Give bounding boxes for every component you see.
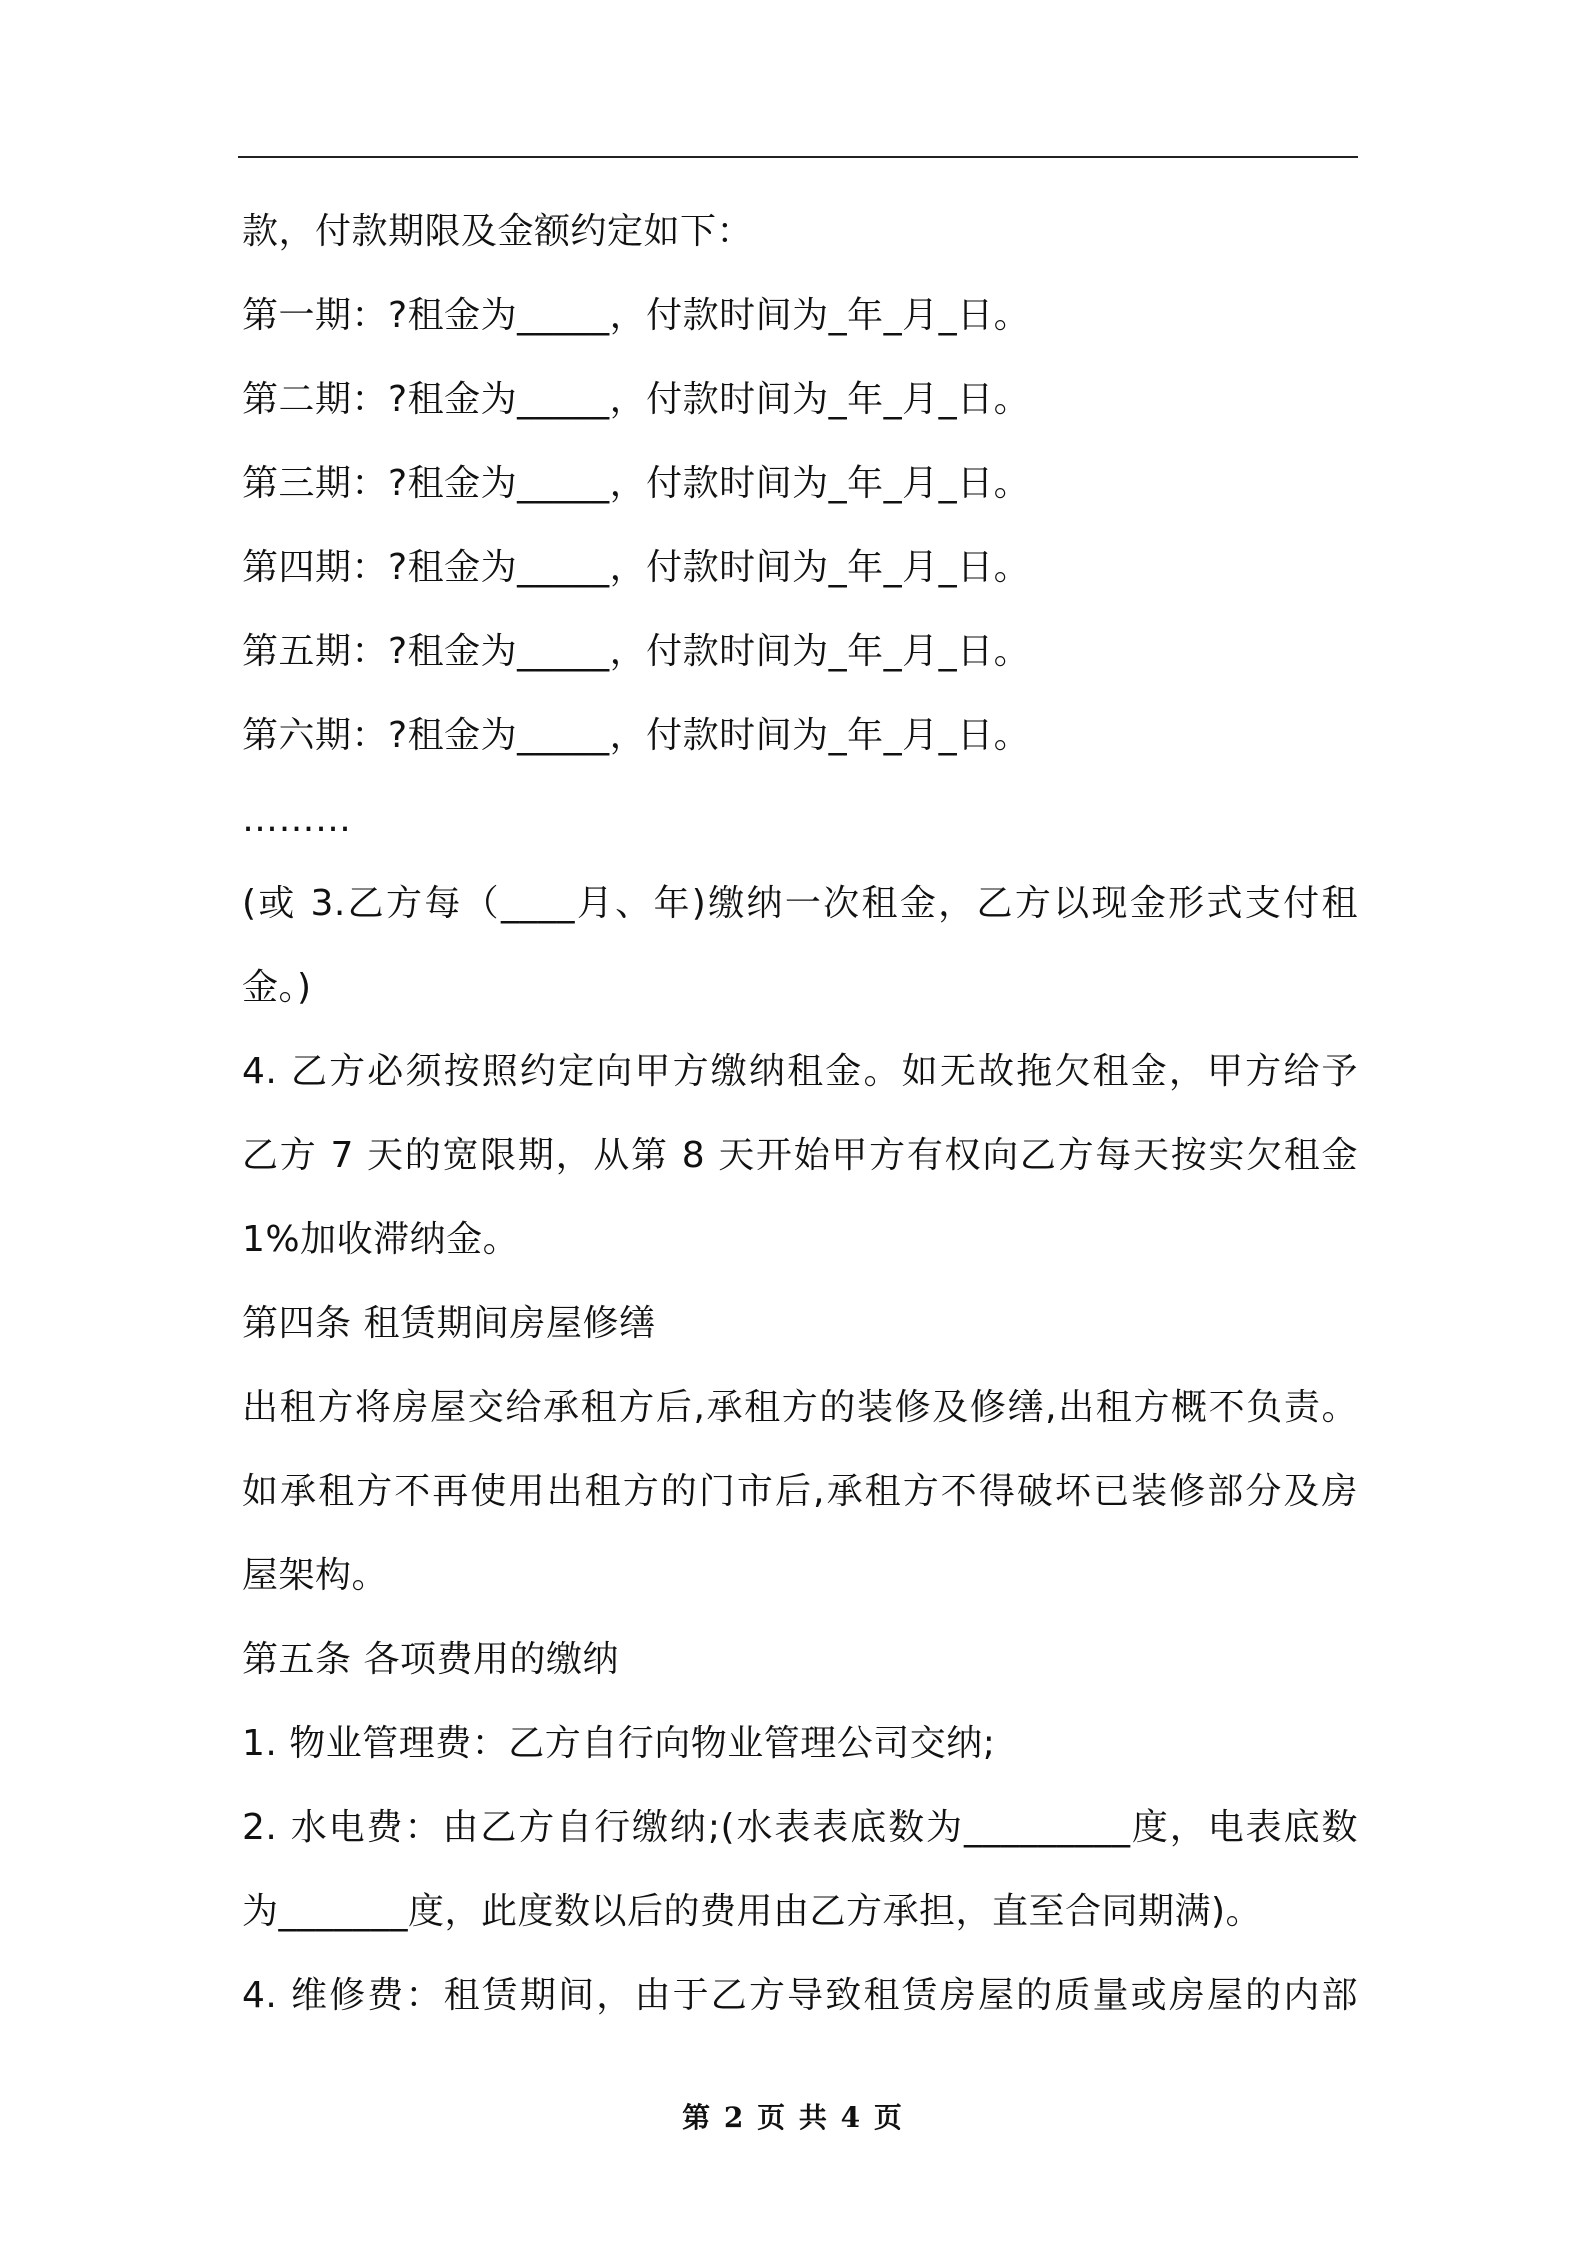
paragraph-line: 款，付款期限及金额约定如下： <box>242 211 754 252</box>
fee-item-2: 2. 水电费：由乙方自行缴纳;(水表表底数为_________度，电表底数 <box>242 1807 1358 1848</box>
installment-line-2: 第二期：?租金为_____，付款时间为_年_月_日。 <box>242 379 1031 420</box>
installment-line-6: 第六期：?租金为_____，付款时间为_年_月_日。 <box>242 715 1031 756</box>
document-body <box>242 190 1358 2038</box>
article-4-heading: 第四条 租赁期间房屋修缮 <box>242 1303 656 1344</box>
fee-item-4: 4. 维修费：租赁期间，由于乙方导致租赁房屋的质量或房屋的内部 <box>242 1975 1358 2016</box>
paragraph-line: 如承租方不再使用出租方的门市后,承租方不得破坏已装修部分及房 <box>242 1471 1358 1512</box>
installment-line-3: 第三期：?租金为_____，付款时间为_年_月_日。 <box>242 463 1031 504</box>
fee-item-1: 1. 物业管理费：乙方自行向物业管理公司交纳; <box>242 1723 996 1764</box>
paragraph-line: 金。) <box>242 967 312 1008</box>
paragraph-line: (或 3.乙方每（____月、年)缴纳一次租金，乙方以现金形式支付租 <box>242 883 1358 924</box>
installment-line-5: 第五期：?租金为_____，付款时间为_年_月_日。 <box>242 631 1031 672</box>
ellipsis-line: ……… <box>242 799 352 840</box>
installment-line-4: 第四期：?租金为_____，付款时间为_年_月_日。 <box>242 547 1031 588</box>
clause-4-line: 1%加收滞纳金。 <box>242 1219 520 1260</box>
fee-item-2-cont: 为_______度，此度数以后的费用由乙方承担，直至合同期满)。 <box>242 1891 1263 1932</box>
paragraph-line: 屋架构。 <box>242 1555 389 1596</box>
installment-line-1: 第一期：?租金为_____，付款时间为_年_月_日。 <box>242 295 1031 336</box>
header-divider <box>238 156 1358 158</box>
paragraph-line: 出租方将房屋交给承租方后,承租方的装修及修缮,出租方概不负责。 <box>242 1387 1358 1428</box>
clause-4-line: 4. 乙方必须按照约定向甲方缴纳租金。如无故拖欠租金，甲方给予 <box>242 1051 1358 1092</box>
article-5-heading: 第五条 各项费用的缴纳 <box>242 1639 619 1680</box>
clause-4-line: 乙方 7 天的宽限期，从第 8 天开始甲方有权向乙方每天按实欠租金 <box>242 1135 1358 1176</box>
page-indicator: 第 2 页 共 4 页 <box>682 2101 904 2134</box>
